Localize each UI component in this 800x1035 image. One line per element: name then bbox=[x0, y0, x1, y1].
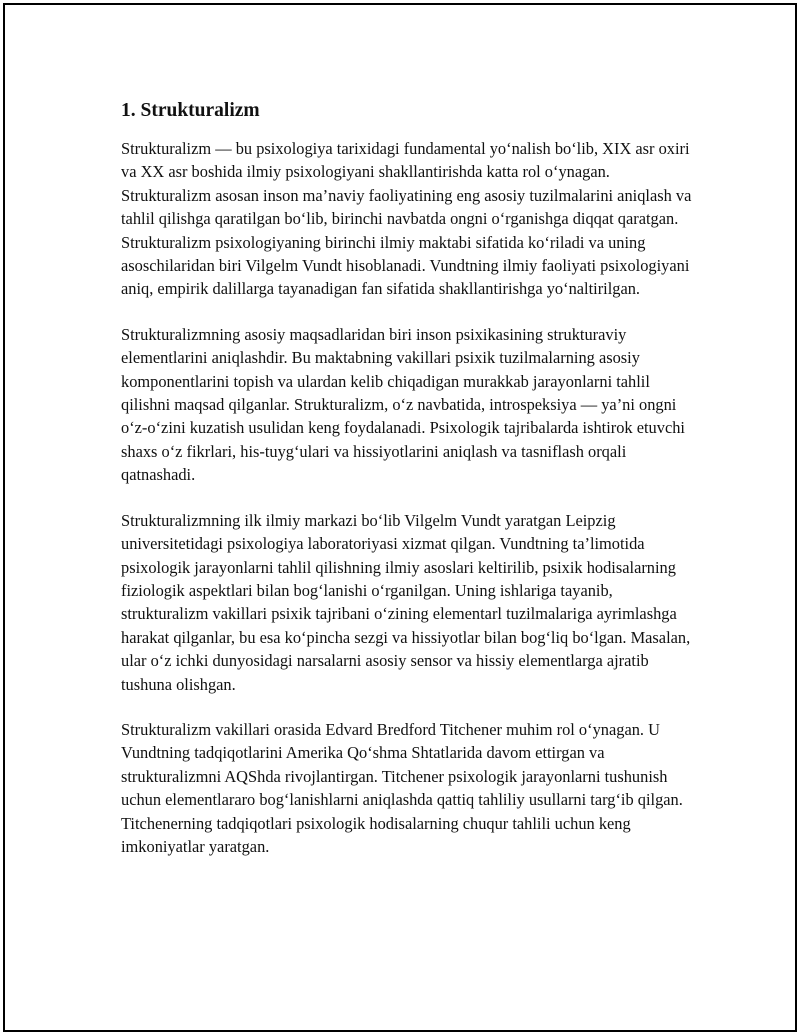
paragraph-2: Strukturalizmning asosiy maqsadlaridan biri inson psixikasining strukturaviy elementlarini aniqlashdir. Bu maktabning vakillari psixik tuzilmalarning asosiy komponentlarini topish va ulardan kelib chiqadigan murakkab jarayonlarni tahlil qilishni maqsad qilganlar. Strukturalizm, o‘z navbatida, introspeksiya — ya’ni ongni o‘z-o‘zini kuzatish usulidan keng foydalanadi. Psixologik tajribalarda ishtirok etuvchi shaxs o‘z fikrlari, his-tuyg‘ulari va hissiyotlarini aniqlash va tasniflash orqali qatnashadi. bbox=[121, 324, 685, 485]
paragraph-1: Strukturalizm — bu psixologiya tarixidagi fundamental yo‘nalish bo‘lib, XIX asr oxiri va XX asr boshida ilmiy psixologiyani shakllantirishda katta rol o‘ynagan. Strukturalizm asosan inson ma’naviy faoliyatining eng asosiy tuzilmalarini aniqlash va tahlil qilishga qaratilgan bo‘lib, birinchi navbatda ongni o‘rganishga diqqat qaratgan. Strukturalizm psixologiyaning birinchi ilmiy maktabi sifatida ko‘riladi va uning asoschilaridan biri Vilgelm Vundt hisoblanadi. Vundtning ilmiy faoliyati psixologiyani aniq, empirik dalillarga tayanadigan fan sifatida shakllantirishga yo‘naltirilgan. bbox=[121, 139, 692, 299]
paragraph-3: Strukturalizmning ilk ilmiy markazi bo‘lib Vilgelm Vundt yaratgan Leipzig universitetidagi psixologiya laboratoriyasi xizmat qilgan. Vundtning ta’limotida psixologik jarayonlarni tahlil qilishning ilmiy asoslari keltirilib, psixik hodisalarning fiziologik aspektlari bilan bog‘lanishi o‘rganilgan. Uning ishlariga tayanib, strukturalizm vakillari psixik tajribani o‘zining elementarl tuzilmalariga ayrimlashga harakat qilganlar, bu esa ko‘pincha sezgi va hissiyotlar bilan bog‘liq bo‘lgan. Masalan, ular o‘z ichki dunyosidagi narsalarni asosiy sensor va hissiy elementlarga ajratib tushuna olishgan. bbox=[121, 510, 691, 694]
section-heading: 1. Strukturalizm bbox=[121, 100, 260, 121]
page-frame bbox=[3, 3, 797, 1032]
document-body bbox=[121, 99, 693, 880]
paragraph-4: Strukturalizm vakillari orasida Edvard Bredford Titchener muhim rol o‘ynagan. U Vundtning tadqiqotlarini Amerika Qo‘shma Shtatlarida davom ettirgan va strukturalizmni AQShda rivojlantirgan. Titchener psixologik jarayonlarni tushunish uchun elementlararo bog‘lanishlarni aniqlashda qattiq tahliliy usullarni targ‘ib qilgan. Titchenerning tadqiqotlari psixologik hodisalarning chuqur tahlili uchun keng imkoniyatlar yaratgan. bbox=[121, 719, 683, 856]
